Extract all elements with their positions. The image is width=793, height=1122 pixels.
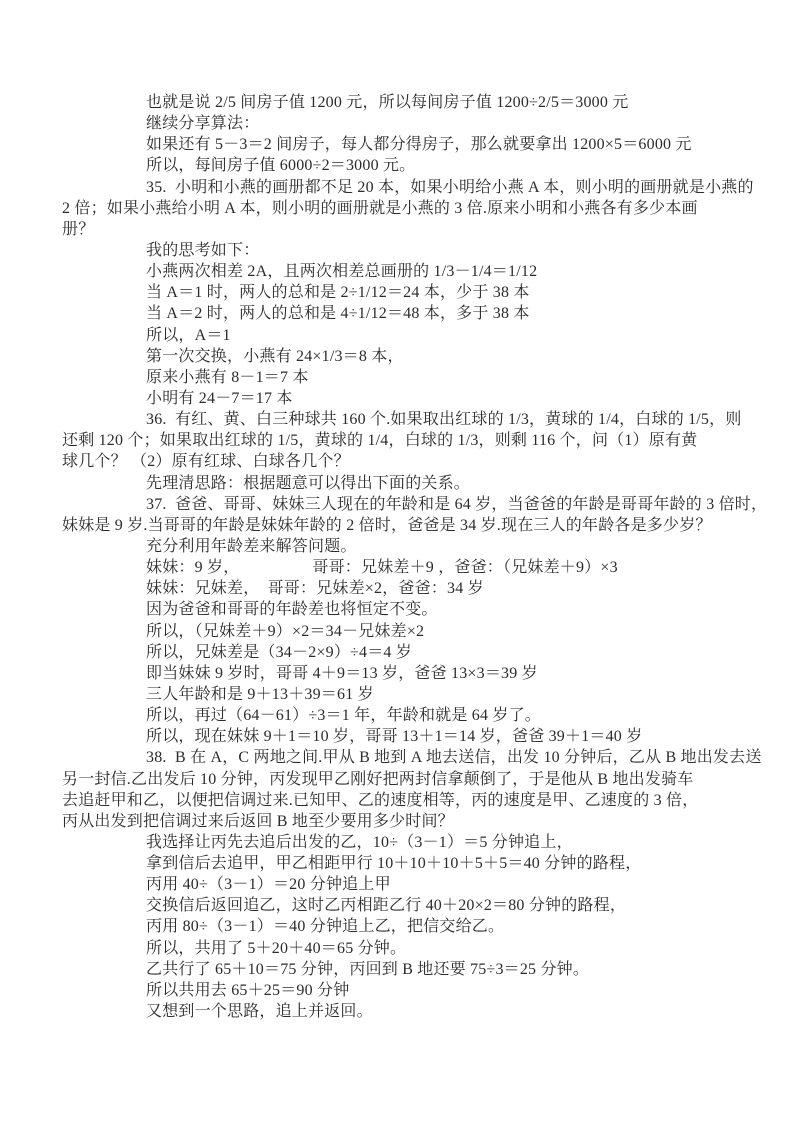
text-block bbox=[62, 92, 768, 1022]
text-line: 丙用 40÷（3－1）＝20 分钟追上甲 bbox=[146, 876, 391, 894]
text-line: 先理清思路：根据题意可以得出下面的关系。 bbox=[146, 474, 471, 492]
text-line: 所以，现在妹妹 9＋1＝10 岁，哥哥 13＋1＝14 岁，爸爸 39＋1＝40 岁 bbox=[146, 728, 643, 746]
text-line: 所以，再过（64－61）÷3＝1 年，年龄和就是 64 岁了。 bbox=[146, 707, 541, 725]
text-line: 三人年龄和是 9＋13＋39＝61 岁 bbox=[146, 685, 374, 703]
text-line: 充分利用年龄差来解答问题。 bbox=[146, 537, 357, 555]
text-line: 所以，A＝1 bbox=[146, 326, 231, 344]
text-line: 如果还有 5－3＝2 间房子，每人都分得房子，那么就要拿出 1200×5＝6000 元 bbox=[146, 136, 692, 154]
text-line: 丙从出发到把信调过来后返回 B 地至少要用多少时间？ bbox=[62, 812, 454, 830]
text-line: 所以，共用了 5＋20＋40＝65 分钟。 bbox=[146, 939, 407, 957]
text-line: 册？ bbox=[62, 220, 95, 238]
text-line: 第一次交换，小燕有 24×1/3＝8 本， bbox=[146, 347, 404, 365]
text-line: 丙用 80÷（3－1）＝40 分钟追上乙，把信交给乙。 bbox=[146, 918, 505, 936]
text-line: 也就是说 2/5 间房子值 1200 元，所以每间房子值 1200÷2/5＝3000 元 bbox=[146, 94, 629, 111]
text-line: 小燕两次相差 2A，且两次相差总画册的 1/3－1/4＝1/12 bbox=[146, 263, 538, 281]
text-line: 即当妹妹 9 岁时，哥哥 4＋9＝13 岁，爸爸 13×3＝39 岁 bbox=[146, 664, 538, 682]
text-line: 还剩 120 个；如果取出红球的 1/5，黄球的 1/4，白球的 1/3，则剩 116 个，问（1）原有黄 bbox=[62, 432, 698, 450]
text-line: 我选择让丙先去追后出发的乙，10÷（3－1）＝5 分钟追上， bbox=[146, 833, 573, 851]
text-line: 交换信后返回追乙，这时乙丙相距乙行 40＋20×2＝80 分钟的路程， bbox=[146, 897, 627, 915]
text-line: 所以，（兄妹差＋9）×2＝34－兄妹差×2 bbox=[146, 622, 425, 640]
text-line: 所以，兄妹差是（34－2×9）÷4＝4 岁 bbox=[146, 643, 413, 661]
text-line: 我的思考如下： bbox=[146, 241, 260, 259]
text-line: 所以，每间房子值 6000÷2＝3000 元。 bbox=[146, 157, 416, 175]
text-line: 当 A＝2 时，两人的总和是 4÷1/12＝48 本，多于 38 本 bbox=[146, 305, 530, 323]
text-line: 妹妹：9 岁， 哥哥：兄妹差＋9 ，爸爸：（兄妹差＋9）×3 bbox=[146, 559, 618, 577]
text-line: 35. 小明和小燕的画册都不足 20 本，如果小明给小燕 A 本，则小明的画册就是小燕的 bbox=[146, 178, 754, 196]
text-line: 妹妹是 9 岁.当哥哥的年龄是妹妹年龄的 2 倍时，爸爸是 34 岁.现在三人的年龄各是多少岁？ bbox=[62, 516, 712, 534]
text-line: 38. B 在 A，C 两地之间.甲从 B 地到 A 地去送信，出发 10 分钟后，乙从 B 地出发去送 bbox=[146, 749, 762, 767]
text-line: 因为爸爸和哥哥的年龄差也将恒定不变。 bbox=[146, 601, 438, 619]
text-line: 所以共用去 65＋25＝90 分钟 bbox=[146, 981, 350, 999]
text-line: 球几个？ （2）原有红球、白球各几个？ bbox=[62, 453, 350, 471]
text-line: 原来小燕有 8－1＝7 本 bbox=[146, 368, 309, 386]
text-line: 36. 有红、黄、白三种球共 160 个.如果取出红球的 1/3，黄球的 1/4，白球的 1/5，则 bbox=[146, 411, 742, 429]
text-line: 拿到信后去追甲，甲乙相距甲行 10＋10＋10＋5＋5＝40 分钟的路程， bbox=[146, 855, 642, 873]
text-line: 另一封信.乙出发后 10 分钟，丙发现甲乙刚好把两封信拿颠倒了，于是他从 B 地出发骑车 bbox=[62, 770, 694, 788]
text-line: 当 A＝1 时，两人的总和是 2÷1/12＝24 本，少于 38 本 bbox=[146, 284, 530, 302]
text-line: 去追赶甲和乙，以便把信调过来.已知甲、乙的速度相等，丙的速度是甲、乙速度的 3 倍， bbox=[62, 791, 699, 809]
text-line: 乙共行了 65＋10＝75 分钟，丙回到 B 地还要 75÷3＝25 分钟。 bbox=[146, 960, 590, 978]
text-line: 小明有 24－7＝17 本 bbox=[146, 389, 293, 407]
text-line: 继续分享算法： bbox=[146, 115, 260, 133]
text-line: 2 倍；如果小燕给小明 A 本，则小明的画册就是小燕的 3 倍.原来小明和小燕各有多少本画 bbox=[62, 199, 698, 217]
text-line: 又想到一个思路，追上并返回。 bbox=[146, 1003, 373, 1021]
text-line: 妹妹：兄妹差， 哥哥：兄妹差×2，爸爸：34 岁 bbox=[146, 580, 484, 598]
text-line: 37. 爸爸、哥哥、妹妹三人现在的年龄和是 64 岁，当爸爸的年龄是哥哥年龄的 3 倍时， bbox=[146, 495, 768, 513]
